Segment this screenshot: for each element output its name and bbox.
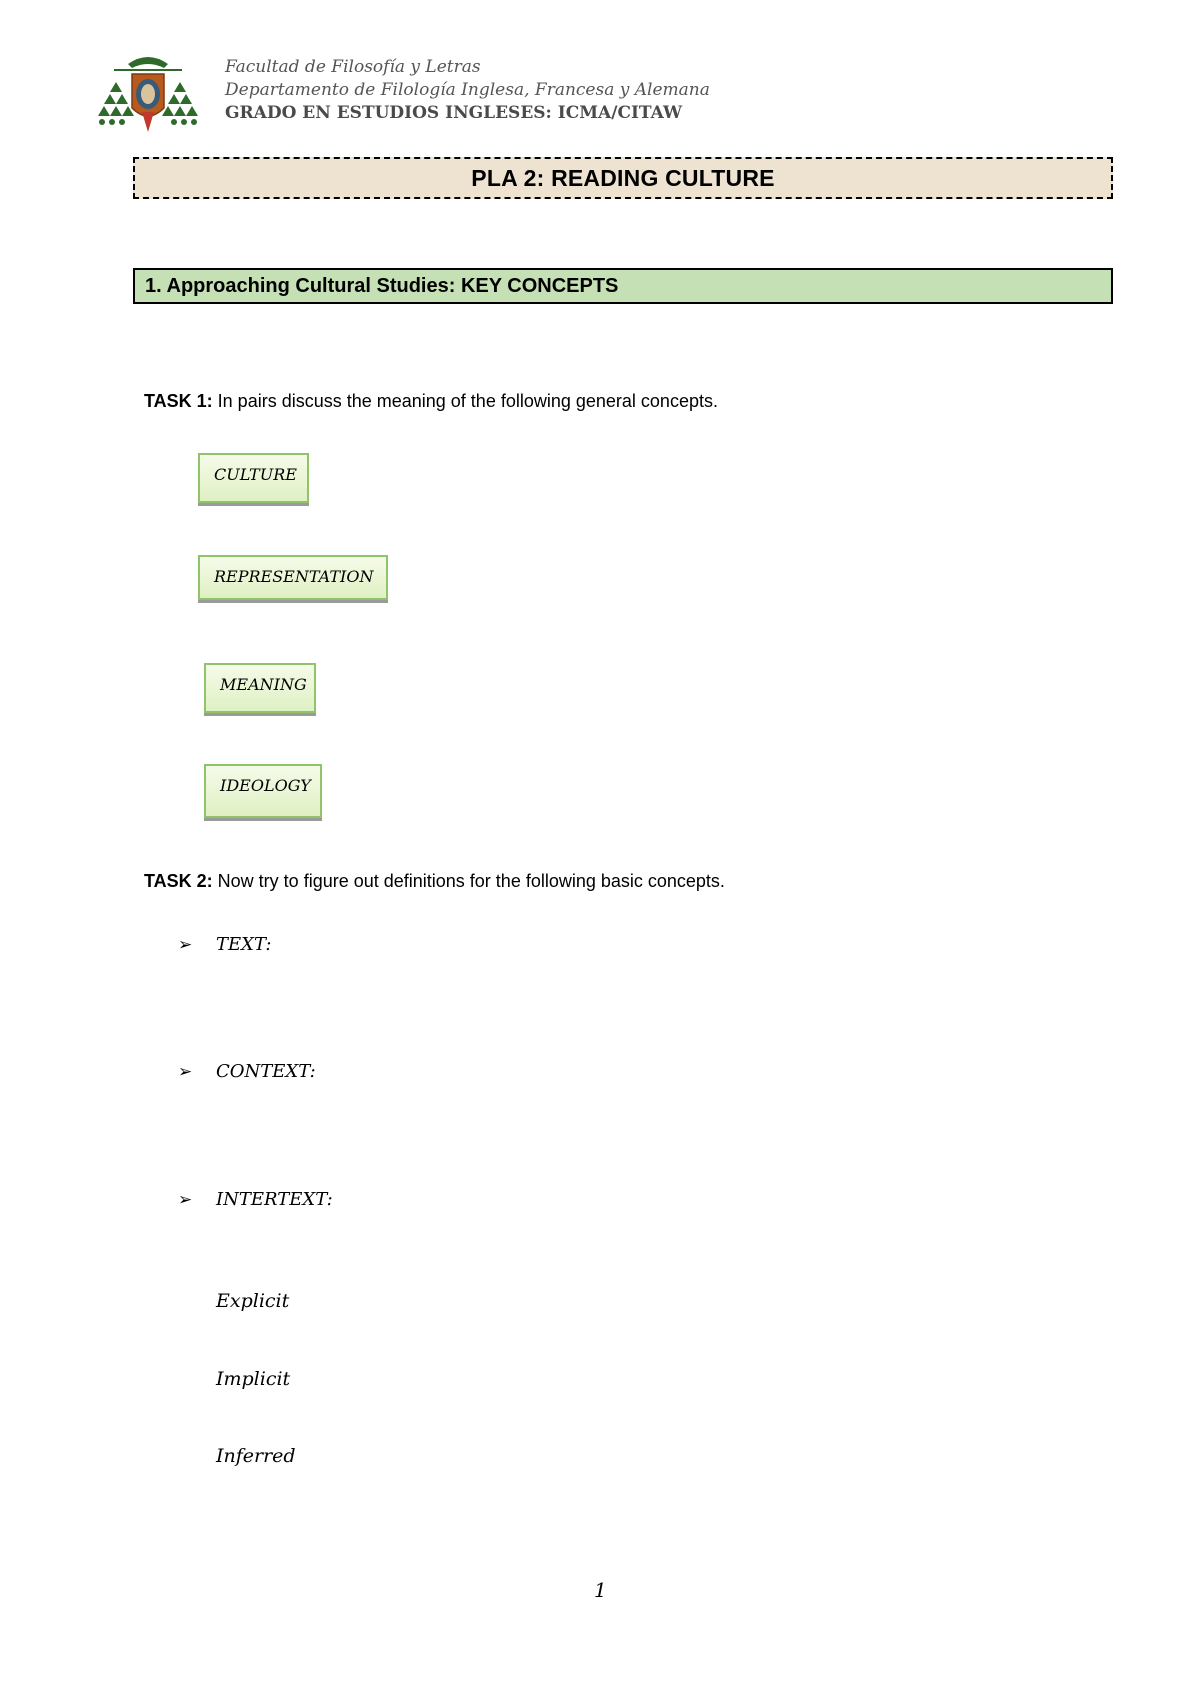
concept-box-ideology: IDEOLOGY [204, 764, 322, 818]
document-title: PLA 2: READING CULTURE [471, 164, 775, 191]
faculty-name: Facultad de Filosofía y Letras [225, 57, 481, 77]
task-2-label: TASK 2: [144, 871, 213, 891]
concept-box-culture: CULTURE [198, 453, 309, 503]
section-heading: 1. Approaching Cultural Studies: KEY CONCEPTS [145, 274, 619, 297]
list-item-text [178, 934, 271, 955]
arrow-bullet-icon: ➢ [178, 1062, 193, 1082]
task-1-instruction [144, 391, 718, 412]
concept-box-meaning: MEANING [204, 663, 316, 713]
task-2-instruction [144, 871, 725, 892]
header-text [225, 56, 710, 125]
subitem-explicit: Explicit [216, 1290, 290, 1312]
list-item-label: TEXT: [216, 934, 272, 955]
list-item-intertext [178, 1189, 333, 1210]
list-item-context [178, 1061, 316, 1082]
page-number: 1 [594, 1578, 607, 1602]
university-crest-icon [94, 52, 202, 138]
subitem-implicit: Implicit [216, 1368, 291, 1390]
degree-name: GRADO EN ESTUDIOS INGLESES: ICMA/CITAW [225, 103, 683, 123]
list-item-label: INTERTEXT: [216, 1189, 333, 1210]
subitem-inferred: Inferred [216, 1445, 296, 1467]
document-title-box [133, 157, 1113, 199]
section-heading-box [133, 268, 1113, 304]
task-1-text: In pairs discuss the meaning of the following general concepts. [212, 391, 718, 411]
task-1-label: TASK 1: [144, 391, 213, 411]
arrow-bullet-icon: ➢ [178, 935, 193, 955]
department-name: Departamento de Filología Inglesa, Francesa y Alemana [225, 80, 710, 100]
concept-box-representation: REPRESENTATION [198, 555, 388, 600]
arrow-bullet-icon: ➢ [178, 1190, 193, 1210]
task-2-text: Now try to figure out definitions for the following basic concepts. [212, 871, 725, 891]
list-item-label: CONTEXT: [216, 1061, 316, 1082]
